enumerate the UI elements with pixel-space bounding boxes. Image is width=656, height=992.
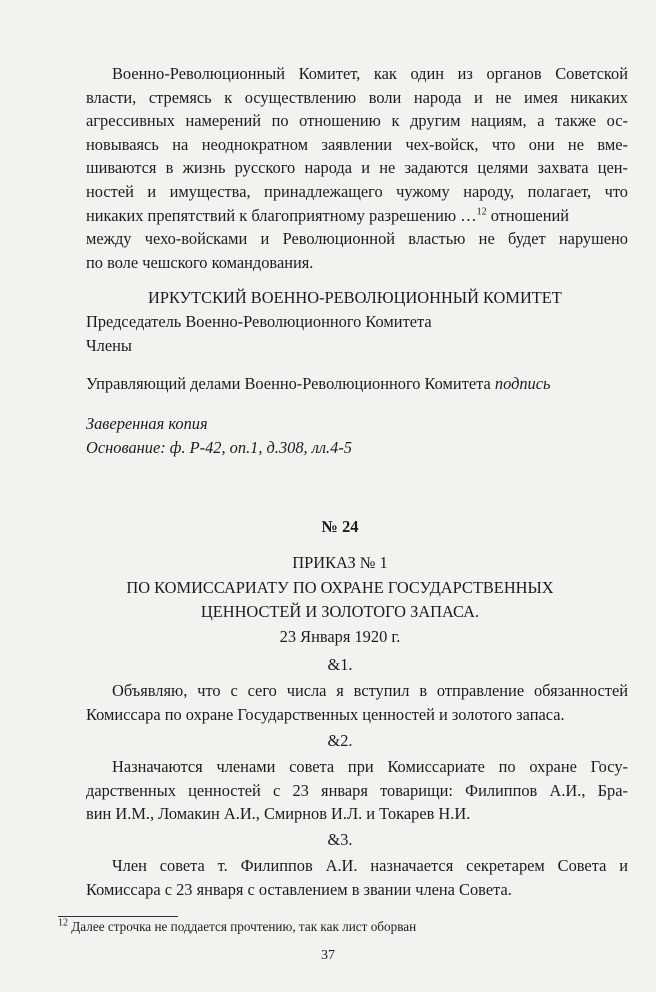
intro-line: шиваются в жизнь русского народа и не задаются целями захвата цен- <box>86 158 628 178</box>
section-1-text <box>86 679 628 726</box>
section-3-line: Член совета т. Филиппов А.И. назначается секретарем Совета и <box>112 856 628 875</box>
certified-copy: Заверенная копия <box>86 414 208 433</box>
signature-note: подпись <box>494 374 551 393</box>
order-title-2: ЦЕННОСТЕЙ И ЗОЛОТОГО ЗАПАСА. <box>200 602 480 621</box>
order-title-1: ПО КОМИССАРИАТУ ПО ОХРАНЕ ГОСУДАРСТВЕННЫХ <box>126 578 554 597</box>
intro-line-tail: отношений <box>486 205 570 225</box>
intro-line-with-footnote <box>86 204 628 228</box>
intro-line: Военно-Революционный Комитет, как один из органов Советской <box>112 64 628 83</box>
section-2-line: дарственных ценностей с 23 января товарищи: Филиппов А.И., Бра- <box>86 780 628 800</box>
section-2-heading: &2. <box>327 731 353 750</box>
manager-title: Управляющий делами Военно-Революционного Комитета <box>86 374 491 393</box>
footnote-divider <box>58 916 178 917</box>
order-heading: ПРИКАЗ № 1 <box>292 553 388 572</box>
footnote-ref: 12 <box>476 206 487 218</box>
section-3-line: Комиссара с 23 января с оставлением в звании члена Совета. <box>86 879 512 899</box>
section-2-line: Назначаются членами совета при Комиссариате по охране Госу- <box>112 757 628 776</box>
order-date: 23 Января 1920 г. <box>279 627 401 646</box>
intro-line: новываясь на неоднократном заявлении чех-войск, что они не вме- <box>86 134 628 154</box>
footnote-text: Далее строчка не поддается прочтению, так как лист оборван <box>68 919 417 934</box>
footnote <box>58 918 416 936</box>
intro-line: никаких препятствий к благоприятному разрешению … <box>86 205 477 225</box>
section-3-text <box>86 854 628 901</box>
section-1-line: Комиссара по охране Государственных ценностей и золотого запаса. <box>86 704 565 724</box>
intro-line: по воле чешского командования. <box>86 252 314 272</box>
committee-name: ИРКУТСКИЙ ВОЕННО-РЕВОЛЮЦИОННЫЙ КОМИТЕТ <box>148 288 562 307</box>
section-1-heading: &1. <box>327 655 353 674</box>
section-3-heading: &3. <box>327 830 353 849</box>
page-number: 37 <box>321 948 335 963</box>
intro-line: власти, стремясь к осуществлению воли народа и не имея никаких <box>86 87 628 107</box>
footnote-number: 12 <box>58 917 68 929</box>
members-line: Члены <box>86 336 132 355</box>
section-1-line: Объявляю, что с сего числа я вступил в отправление обязанностей <box>112 681 628 700</box>
document-number: № 24 <box>321 517 359 536</box>
section-2-text <box>86 755 628 826</box>
intro-line: между чехо-войсками и Революционной властью не будет нарушено <box>86 229 628 249</box>
chairman-line: Председатель Военно-Революционного Комитета <box>86 312 432 331</box>
section-2-line: вин И.М., Ломакин А.И., Смирнов И.Л. и Токарев Н.И. <box>86 804 471 824</box>
manager-line <box>86 372 550 396</box>
archive-basis: Основание: ф. Р-42, оп.1, д.308, лл.4-5 <box>86 438 352 457</box>
intro-paragraph <box>86 62 628 274</box>
intro-line: ностей и имущества, принадлежащего чужому народу, полагает, что <box>86 181 628 201</box>
intro-line: агрессивных намерений по отношению к другим нациям, а также ос- <box>86 111 628 131</box>
